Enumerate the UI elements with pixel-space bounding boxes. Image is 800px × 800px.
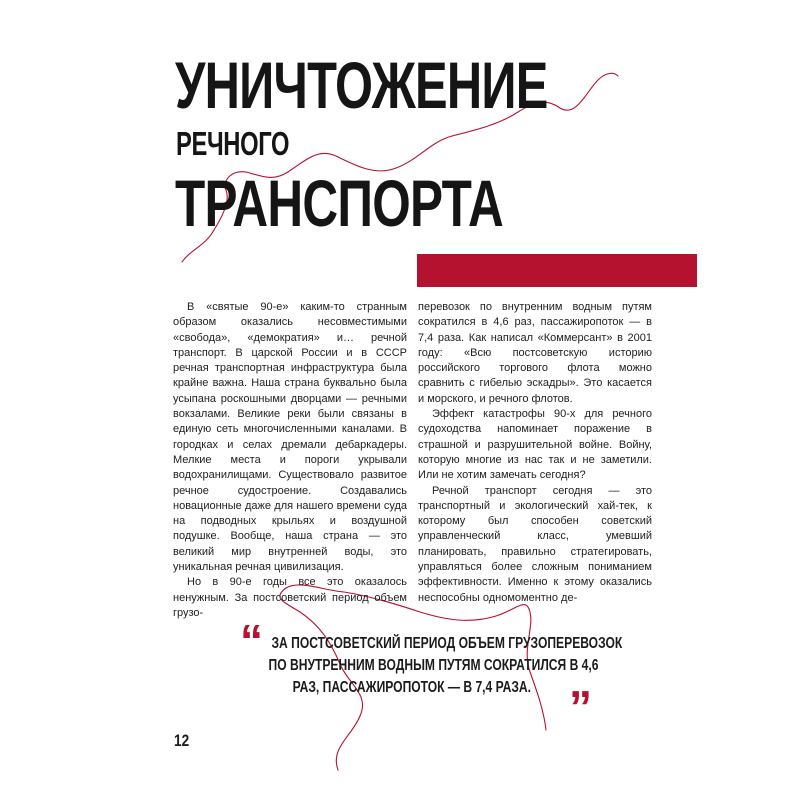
pull-quote-line: РАЗ, ПАССАЖИРОПОТОК — В 7,4 РАЗА. [292, 679, 532, 696]
article-column-left [173, 300, 407, 621]
pull-quote-line: ЗА ПОСТСОВЕТСКИЙ ПЕРИОД ОБЪЕМ ГРУЗОПЕРЕВОЗОК [271, 635, 623, 652]
paragraph: Речной транспорт сегодня — это транспортный и экологический хай-тек, к которому был способен советский управленческий класс, умевший планировать, правильно стратегировать, управляться более сложным пониманием эффективности. Именно к этому оказались неспособны одномоментно де- [418, 484, 652, 604]
page-number: 12 [174, 731, 190, 750]
title-line-1: УНИЧТОЖЕНИЕ [175, 48, 548, 122]
article-column-right [418, 300, 652, 606]
paragraph: В «святые 90-е» каким-то странным образом оказались несовместимыми «свобода», «демократия» и… речной транспорт. В царской России и в СССР речная транспортная инфраструктура была крайне важна. Наша страна буквально была усыпана роскошными дворцами — речными вокзалами. Великие реки были связаны в единую сеть многочисленными каналами. В городках и селах дремали дебаркадеры. Мелкие места и пороги укрывали водохранилищами. Существовало развитое речное судостроение. Создавались новационные даже для нашего времени суда на подводных крыльях и воздушной подушке. Вообще, наша страна — это великий мир внутренней воды, это уникальная речная цивилизация. [173, 301, 407, 574]
title-line-3: ТРАНСПОРТА [175, 166, 503, 240]
close-quote-icon: ” [569, 681, 592, 733]
pull-quote [222, 633, 623, 699]
title-line-2: РЕЧНОГО [176, 125, 290, 162]
pull-quote-line: ПО ВНУТРЕННИМ ВОДНЫМ ПУТЯМ СОКРАТИЛСЯ В 4,6 [268, 657, 599, 674]
open-quote-icon: “ [240, 615, 263, 667]
paragraph: Эффект катастрофы 90-х для речного судоходства напоминает поражение в страшной и разрушительной войне. Войну, которую многие из нас так и не заметили. Или не хотим замечать сегодня? [418, 408, 652, 482]
red-accent-bar [417, 254, 697, 287]
paragraph: перевозок по внутренним водным путям сократился в 4,6 раз, пассажиропоток — в 7,4 раза. Как написал «Коммерсант» в 2001 году: «Всю постсоветскую историю российского торгового флота можно сравнить с гибелью эскадры». Это касается и морского, и речного флотов. [418, 301, 652, 405]
paragraph: Но в 90-е годы все это оказалось ненужным. За постсоветский период объем грузо- [173, 576, 407, 619]
